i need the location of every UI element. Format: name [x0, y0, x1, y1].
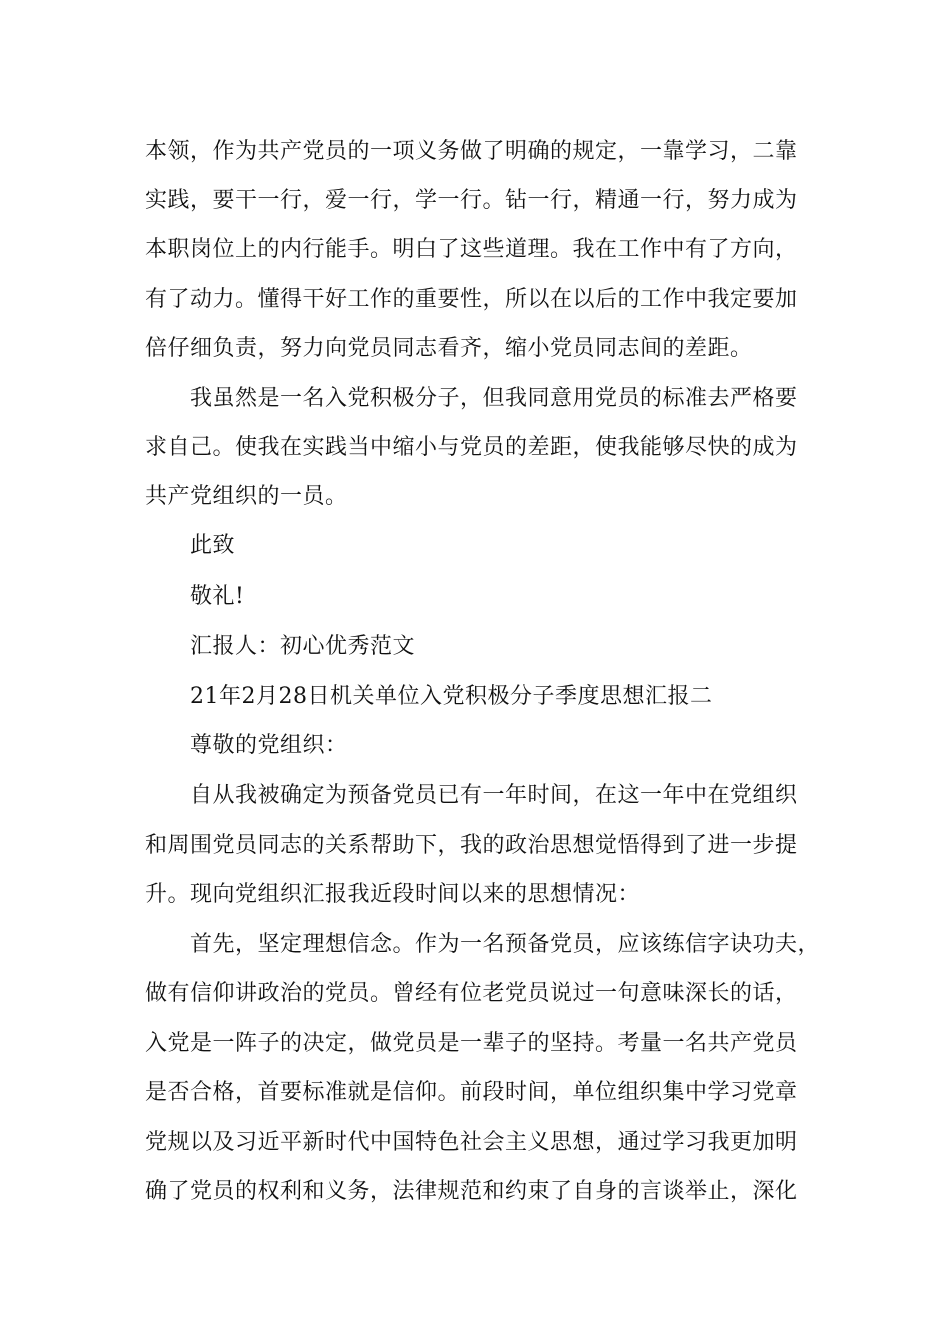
- paragraph-start-line: 自从我被确定为预备党员已有一年时间，在这一年中在党组织: [190, 783, 798, 808]
- text-line: 倍仔细负责，努力向党员同志看齐，缩小党员同志间的差距。: [145, 336, 753, 361]
- text-line: 升。现向党组织汇报我近段时间以来的思想情况：: [145, 882, 641, 907]
- text-line: 确了党员的权利和义务，法律规范和约束了自身的言谈举止，深化: [145, 1179, 798, 1204]
- section-title: 21年2月28日机关单位入党积极分子季度思想汇报二: [190, 684, 713, 709]
- text-line: 求自己。使我在实践当中缩小与党员的差距，使我能够尽快的成为: [145, 435, 798, 460]
- paragraph-start-line: 我虽然是一名入党积极分子，但我同意用党员的标准去严格要: [190, 386, 798, 411]
- text-line: 做有信仰讲政治的党员。曾经有位老党员说过一句意味深长的话，: [145, 981, 798, 1006]
- text-line: 本领，作为共产党员的一项义务做了明确的规定，一靠学习，二靠: [145, 139, 798, 164]
- paragraph-start-line: 首先，坚定理想信念。作为一名预备党员，应该练信字诀功夫，: [190, 932, 821, 957]
- text-line: 入党是一阵子的决定，做党员是一辈子的坚持。考量一名共产党员: [145, 1031, 798, 1056]
- closing-line: 此致: [190, 533, 236, 558]
- text-line: 是否合格，首要标准就是信仰。前段时间，单位组织集中学习党章: [145, 1080, 798, 1105]
- text-line: 共产党组织的一员。: [145, 484, 348, 509]
- text-line: 和周围党员同志的关系帮助下，我的政治思想觉悟得到了进一步提: [145, 833, 798, 858]
- salutation-line: 敬礼!: [190, 584, 245, 609]
- greeting-line: 尊敬的党组织：: [190, 733, 348, 758]
- text-line: 有了动力。懂得干好工作的重要性，所以在以后的工作中我定要加: [145, 287, 798, 312]
- text-line: 本职岗位上的内行能手。明白了这些道理。我在工作中有了方向，: [145, 237, 798, 262]
- text-line: 实践，要干一行，爱一行，学一行。钻一行，精通一行，努力成为: [145, 188, 798, 213]
- text-line: 党规以及习近平新时代中国特色社会主义思想，通过学习我更加明: [145, 1130, 798, 1155]
- reporter-line: 汇报人：初心优秀范文: [190, 634, 416, 659]
